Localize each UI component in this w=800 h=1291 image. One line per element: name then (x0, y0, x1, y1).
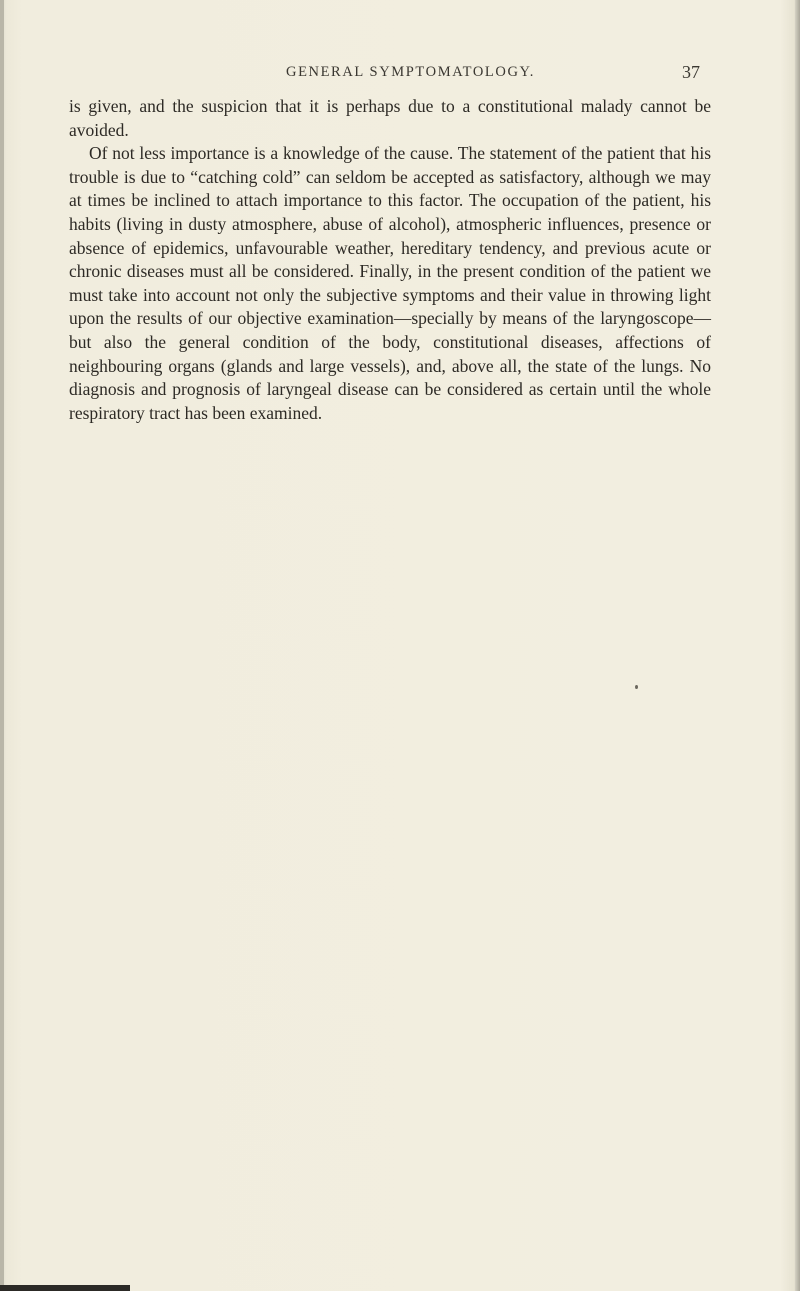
page-number: 37 (682, 62, 700, 82)
paragraph-continued: is given, and the suspicion that it is perhaps due to a constitutional malady cannot be avoided. (69, 96, 711, 140)
body-text (69, 95, 711, 425)
scan-bottom-mark (0, 1285, 130, 1291)
page-right-edge (795, 0, 800, 1291)
paragraph-cause: Of not less importance is a knowledge of the cause. The statement of the patient that his trouble is due to “catching cold” can seldom be accepted as satisfactory, although we may at times be inclined to attach importance to this factor. The occupation of the patient, his habits (living in dusty atmosphere, abuse of alcohol), atmospheric influences, presence or absence of epidemics, unfavourable weather, hereditary tendency, and previous acute or chronic diseases must all be considered. Finally, in the present condition of the patient we must take into account not only the subjective symptoms and their value in throwing light upon the results of our objective examination—specially by means of the laryngoscope—but also the general condition of the body, constitutional diseases, affections of neighbouring organs (glands and large vessels), and, above all, the state of the lungs. No diagnosis and prognosis of laryngeal disease can be considered as certain until the whole respiratory tract has been examined. (69, 143, 711, 423)
page-left-edge (0, 0, 4, 1291)
running-header: GENERAL SYMPTOMATOLOGY. (286, 64, 535, 80)
paper-speck (635, 685, 638, 689)
